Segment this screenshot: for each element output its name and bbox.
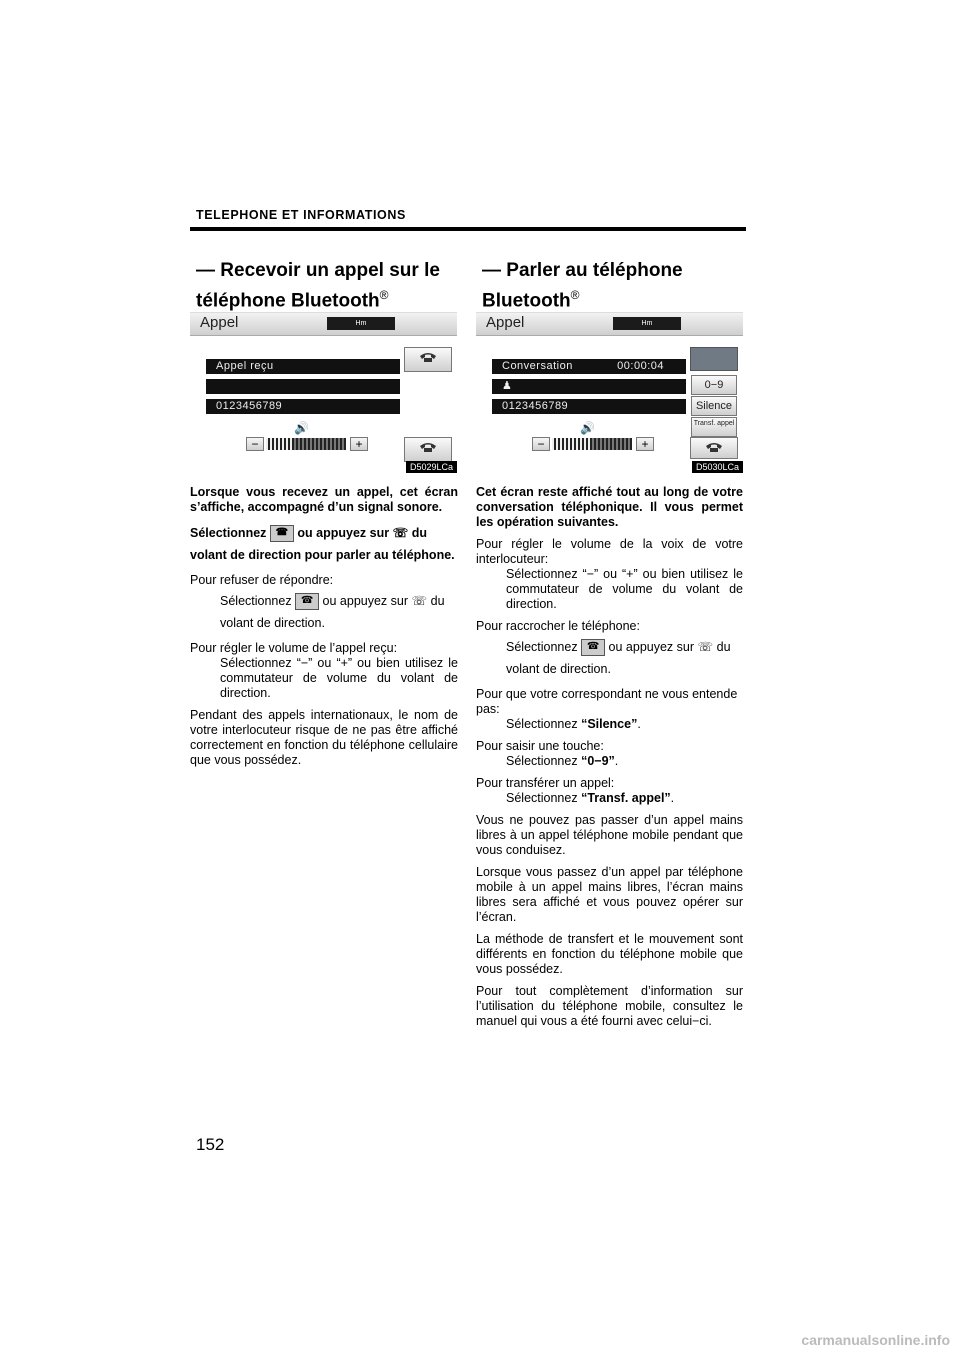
conversation-screen — [476, 312, 743, 472]
right-text-column — [476, 485, 743, 1036]
phone-answer-icon — [419, 351, 437, 363]
volume-down-button[interactable]: − — [246, 437, 264, 451]
status-indicators: Hm — [327, 317, 395, 330]
header-title: TELEPHONE ET INFORMATIONS — [196, 208, 406, 222]
method-note: La méthode de transfert et le mouvement sont différents en fonction du téléphone mobile que vous possédez. — [476, 932, 743, 976]
answer-button[interactable] — [404, 347, 452, 372]
contact-icon: ♟ — [502, 380, 513, 392]
header-rule — [190, 227, 746, 231]
phone-hangup-icon — [705, 441, 723, 453]
call-timer: 00:00:04 — [617, 360, 664, 372]
transfer-label: Pour transférer un appel: — [476, 776, 615, 790]
screen-title: Appel — [200, 314, 239, 331]
transfer-call-button[interactable]: Transf. appel — [691, 417, 737, 437]
phone-button-icon: ☎ — [581, 639, 605, 656]
page-number: 152 — [196, 1135, 225, 1154]
disabled-phone-button — [690, 347, 738, 371]
decline-button[interactable] — [404, 437, 452, 462]
volume-level — [266, 438, 294, 450]
key-instruction: Sélectionnez “0−9”. — [506, 754, 619, 768]
incoming-call-screen — [190, 312, 457, 472]
volume-label: Pour régler le volume de l’appel reçu: — [190, 641, 398, 655]
left-section-title: — Recevoir un appel sur le téléphone Bluetooth® — [196, 260, 440, 312]
call-status-bar: Conversation 00:00:04 — [492, 359, 686, 374]
figure-code: D5029LCa — [406, 461, 457, 473]
voice-volume-label: Pour régler le volume de la voix de votre interlocuteur: — [476, 537, 743, 566]
volume-level — [552, 438, 592, 450]
speaker-icon: 🔊 — [580, 421, 595, 435]
silence-button[interactable]: Silence — [691, 396, 737, 416]
caller-name-bar — [492, 379, 686, 394]
steering-phone-icon: ☏ — [392, 526, 409, 540]
caller-number-bar: 0123456789 — [492, 399, 686, 414]
caller-number-bar: 0123456789 — [206, 399, 400, 414]
right-section-title: — Parler au téléphone Bluetooth® — [482, 260, 683, 312]
hangup-button[interactable] — [690, 437, 738, 459]
status-indicators: Hm — [613, 317, 681, 330]
volume-down-button[interactable]: − — [532, 437, 550, 451]
screen-title: Appel — [486, 314, 525, 331]
volume-control — [246, 437, 368, 451]
volume-instruction: Sélectionnez “−” ou “+” ou bien utilisez le commutateur de volume du volant de direction. — [220, 656, 458, 700]
phone-button-icon: ☎ — [295, 593, 319, 610]
refuse-label: Pour refuser de répondre: — [190, 573, 334, 587]
keypad-button[interactable]: 0−9 — [691, 375, 737, 395]
steering-phone-icon: ☏ — [697, 640, 714, 654]
phone-hangup-icon — [419, 441, 437, 453]
volume-up-button[interactable]: + — [350, 437, 368, 451]
phone-button-icon: ☎ — [270, 525, 294, 542]
volume-slider[interactable] — [266, 438, 346, 450]
watermark: carmanualsonline.info — [801, 1332, 950, 1348]
intro-paragraph: Cet écran reste affiché tout au long de votre conversation téléphonique. Il vous permet les opération suivantes. — [476, 485, 743, 529]
hangup-label: Pour raccrocher le téléphone: — [476, 619, 640, 633]
international-note: Pendant des appels internationaux, le nom de votre interlocuteur risque de ne pas être affiché correctement en fonction du téléphone cellulaire que vous possédez. — [190, 708, 458, 767]
intro-paragraph: Lorsque vous recevez un appel, cet écran s’affiche, accompagné d’un signal sonore. — [190, 485, 458, 514]
volume-up-button[interactable]: + — [636, 437, 654, 451]
driving-note: Vous ne pouvez pas passer d’un appel mains libres à un appel téléphone mobile pendant que vous conduisez. — [476, 813, 743, 857]
answer-instruction: Sélectionnez ☎ ou appuyez sur ☏ du volant de direction pour parler au téléphone. — [190, 526, 455, 562]
steering-phone-icon: ☏ — [411, 594, 428, 608]
transfer-instruction: Sélectionnez “Transf. appel”. — [506, 791, 675, 805]
switch-note: Lorsque vous passez d’un appel par téléphone mobile à un appel mains libres, l’écran mains libres sera affiché et vous pouvez opérer sur l’écran. — [476, 865, 743, 924]
hangup-instruction: Sélectionnez ☎ ou appuyez sur ☏ du volant de direction. — [506, 640, 731, 676]
silence-label: Pour que votre correspondant ne vous entende pas: — [476, 687, 738, 716]
call-status-bar: Appel reçu — [206, 359, 400, 374]
screen-header — [190, 313, 457, 336]
refuse-instruction: Sélectionnez ☎ ou appuyez sur ☏ du volant de direction. — [220, 594, 445, 630]
voice-volume-instruction: Sélectionnez “−” ou “+” ou bien utilisez le commutateur de volume du volant de direction. — [506, 567, 743, 611]
screen-header — [476, 313, 743, 336]
info-note: Pour tout complètement d’information sur l’utilisation du téléphone mobile, consultez le manuel qui vous a été fourni avec celui−ci. — [476, 984, 743, 1028]
silence-instruction: Sélectionnez “Silence”. — [506, 717, 641, 731]
volume-control — [532, 437, 654, 451]
key-label: Pour saisir une touche: — [476, 739, 604, 753]
left-text-column — [190, 485, 458, 775]
speaker-icon: 🔊 — [294, 421, 309, 435]
volume-slider[interactable] — [552, 438, 632, 450]
caller-name-bar — [206, 379, 400, 394]
figure-code: D5030LCa — [692, 461, 743, 473]
